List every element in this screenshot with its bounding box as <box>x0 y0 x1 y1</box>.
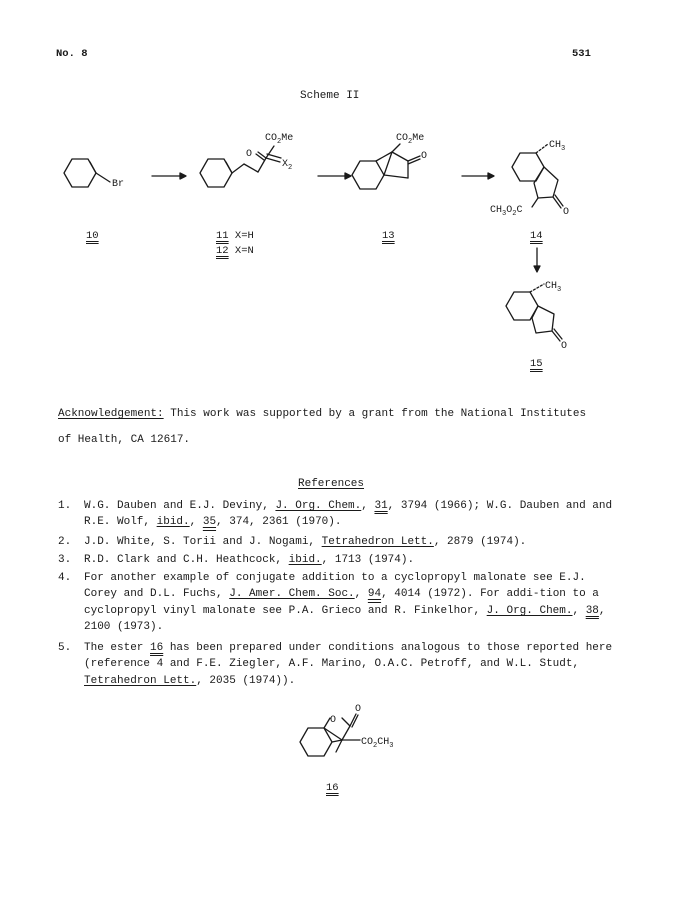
ring-15-cyclopentane <box>532 306 554 333</box>
ring-16-cyclohexane <box>300 728 332 756</box>
atom-co2me-13: $CO_2Me$ <box>396 133 425 146</box>
arrow-4 <box>534 248 540 272</box>
ch2-bond-10 <box>96 173 110 182</box>
reference-number: 5. <box>58 642 72 654</box>
structure-14 <box>512 144 563 208</box>
atom-o-14: O <box>563 207 570 218</box>
label-14: 14 <box>530 230 543 242</box>
reference-3 <box>58 552 618 568</box>
arrow-3 <box>462 173 494 179</box>
reference-number: 3. <box>58 554 72 566</box>
acknowledgement-label: Acknowledgement: <box>58 408 164 420</box>
atom-co2me-11: $CO_2Me$ <box>265 133 294 146</box>
atom-ch3o2c-14: $CH_3O_2C$ <box>490 205 523 218</box>
ring-13a <box>352 161 384 189</box>
label-16: 16 <box>326 782 339 794</box>
label-11-x: X=H <box>234 230 254 242</box>
references-title: References <box>298 478 365 490</box>
scheme-title: Scheme II <box>300 90 360 102</box>
label-11-row <box>216 230 254 242</box>
label-12-x: X=N <box>234 245 254 257</box>
reference-5 <box>58 640 618 689</box>
label-10: 10 <box>86 230 99 242</box>
atom-ch3-15: $CH_3$ <box>545 281 562 294</box>
page-number: 531 <box>572 48 591 60</box>
label-11: 11 <box>216 230 229 242</box>
atom-ch3-14: $CH_3$ <box>549 140 566 153</box>
atom-o-ring-16: O <box>330 715 337 726</box>
atom-x2-11: $X_2$ <box>282 159 293 172</box>
reaction-scheme <box>0 110 676 380</box>
atom-br: Br <box>112 179 125 190</box>
reference-2 <box>58 534 618 550</box>
reference-text: J.D. White, S. Torii and J. Nogami, Tetrahedron Lett., 2879 (1974). <box>84 536 527 548</box>
arrow-1 <box>152 173 186 179</box>
acknowledgement-line-2: of Health, CA 12617. <box>58 434 191 446</box>
acknowledgement <box>58 406 628 422</box>
reference-4 <box>58 570 618 636</box>
atom-o-13: O <box>421 151 428 162</box>
label-15: 15 <box>530 358 543 370</box>
double-bond-10 <box>90 162 96 173</box>
structure-11 <box>200 146 281 187</box>
structure-15 <box>506 284 562 341</box>
arrow-2 <box>318 173 351 179</box>
reference-number: 4. <box>58 572 72 584</box>
acknowledgement-line-1: This work was supported by a grant from the National Institutes <box>163 408 587 420</box>
atom-co2ch3-16: $CO_2CH_3$ <box>361 737 394 750</box>
structure-13 <box>352 144 420 189</box>
reference-text: W.G. Dauben and E.J. Deviny, J. Org. Chem., 31, 3794 (1966); W.G. Dauben and and R.E. Wolf, ibid., 35, 374, 2361 (1970). <box>84 500 613 529</box>
label-13: 13 <box>382 230 395 242</box>
ring-14-cyclopentane <box>534 167 558 198</box>
label-12-row <box>216 245 254 257</box>
reference-1 <box>58 498 618 531</box>
atom-o-15: O <box>561 341 568 352</box>
ring-14-cyclohexane <box>512 153 544 181</box>
reference-text: The ester 16 has been prepared under conditions analogous to those reported here (reference 4 and F.E. Ziegler, A.F. Marino, O.A.C. Petroff, and W.L. Studt, Tetrahedron Lett., 2035 (1974)). <box>84 642 613 687</box>
reference-number: 2. <box>58 536 72 548</box>
atom-o-carbonyl-16: O <box>355 704 362 715</box>
reference-text: For another example of conjugate addition to a cyclopropyl malonate see E.J. Corey and D.L. Fuchs, J. Amer. Chem. Soc., 94, 4014 (1972). For addi-tion to a cyclopropyl vinyl malonate see P.A. Grieco and R. Finkelhor, J. Org. Chem., 38, 2100 (1973). <box>84 572 606 634</box>
atom-o-11: O <box>246 149 253 160</box>
structure-16 <box>290 700 410 790</box>
label-12: 12 <box>216 245 229 257</box>
reference-text: R.D. Clark and C.H. Heathcock, ibid., 1713 (1974). <box>84 554 415 566</box>
journal-issue: No. 8 <box>56 48 88 60</box>
structure-10 <box>64 159 110 187</box>
reference-number: 1. <box>58 500 72 512</box>
